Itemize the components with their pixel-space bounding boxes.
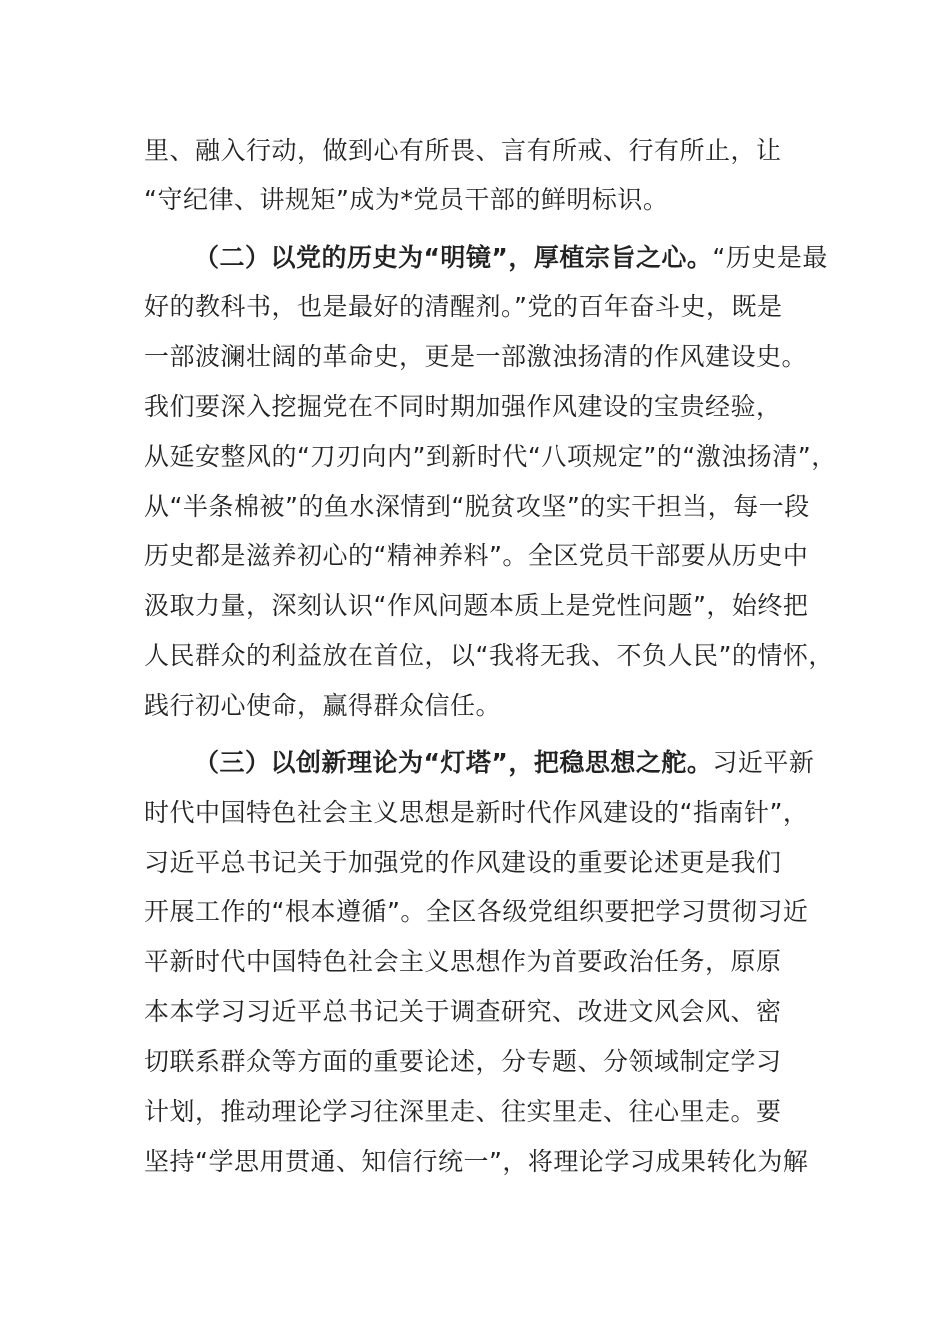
body-line: 一部波澜壮阔的革命史，更是一部激浊扬清的作风建设史。 bbox=[144, 342, 808, 371]
section-3-first-line bbox=[194, 747, 814, 779]
body-line: 历史都是滋养初心的“精神养料”。全区党员干部要从历史中 bbox=[144, 541, 809, 570]
section-2-first-line bbox=[194, 242, 828, 274]
body-line: 平新时代中国特色社会主义思想作为首要政治任务，原原 bbox=[144, 947, 782, 976]
body-line: 里、融入行动，做到心有所畏、言有所戒、行有所止，让 bbox=[144, 136, 782, 165]
body-line: 本本学习习近平总书记关于调查研究、改进文风会风、密 bbox=[144, 997, 782, 1026]
body-line: 从“半条棉被”的鱼水深情到“脱贫攻坚”的实干担当，每一段 bbox=[144, 492, 810, 521]
section-3-heading: （三）以创新理论为“灯塔”，把稳思想之舵。 bbox=[194, 748, 713, 777]
body-line: 计划，推动理论学习往深里走、往实里走、往心里走。要 bbox=[144, 1097, 782, 1126]
section-2-heading: （二）以党的历史为“明镜”，厚植宗旨之心。 bbox=[194, 243, 713, 272]
body-line: “守纪律、讲规矩”成为*党员干部的鲜明标识。 bbox=[144, 185, 669, 214]
section-3-lead-text: 习近平新 bbox=[712, 748, 815, 777]
body-line: 习近平总书记关于加强党的作风建设的重要论述更是我们 bbox=[144, 848, 782, 877]
body-line: 切联系群众等方面的重要论述，分专题、分领域制定学习 bbox=[144, 1047, 782, 1076]
body-line: 坚持“学思用贯通、知信行统一”，将理论学习成果转化为解 bbox=[144, 1147, 809, 1176]
body-line: 时代中国特色社会主义思想是新时代作风建设的“指南针”， bbox=[144, 798, 809, 827]
body-line: 好的教科书，也是最好的清醒剂。”党的百年奋斗史，既是 bbox=[144, 292, 783, 321]
body-line: 从延安整风的“刀刃向内”到新时代“八项规定”的“激浊扬清”， bbox=[144, 442, 837, 471]
body-line: 人民群众的利益放在首位，以“我将无我、不负人民”的情怀， bbox=[144, 641, 834, 670]
body-line: 践行初心使命，赢得群众信任。 bbox=[144, 691, 502, 720]
body-line: 我们要深入挖掘党在不同时期加强作风建设的宝贵经验， bbox=[144, 392, 782, 421]
body-line: 汲取力量，深刻认识“作风问题本质上是党性问题”，始终把 bbox=[144, 591, 809, 620]
section-2-lead-text: “历史是最 bbox=[712, 243, 828, 272]
body-line: 开展工作的“根本遵循”。全区各级党组织要把学习贯彻习近 bbox=[144, 897, 809, 926]
